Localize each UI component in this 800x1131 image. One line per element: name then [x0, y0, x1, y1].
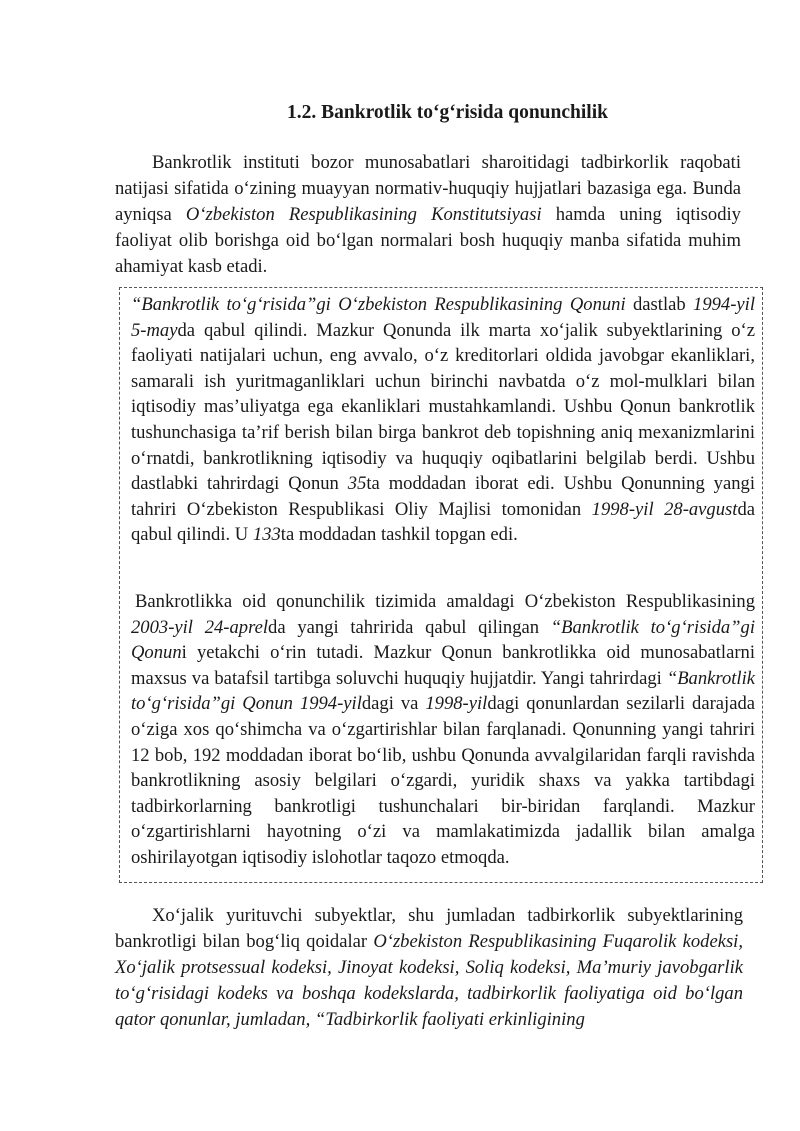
date-1998: 1998-yil 28-avgust	[591, 498, 738, 520]
constitution-reference: O‘zbekiston Respublikasining Konstitutsiyasi	[185, 204, 542, 225]
box-text: ta moddadan iborat edi. Ushbu Qonunning yangi tahriri O‘zbekiston Respublikasi Oliy Majlisi tomonidan	[131, 473, 755, 520]
section-heading: 1.2. Bankrotlik to‘g‘risida qonunchilik	[287, 102, 608, 123]
box-text: dagi qonunlardan sezilarli darajada o‘ziga xos qo‘shimcha va o‘zgartirishlar bilan farqlanadi. Qonunning yangi tahriri 12 bob, 192 moddadan iborat bo‘lib, ushbu Qonunda avvalgilaridan farqli ravishda bankrotlikning asosiy belgilari o‘zgardi, yuridik shaxs va yakka tartibdagi tadbirkorlarning bankrotligi tushunchalari bir-biridan farqlandi. Mazkur o‘zgartirishlarni hayotning o‘zi va mamlakatimizda jadallik bilan amalga oshirilayotgan iqtisodiy islohotlar taqozo etmoqda.	[131, 693, 755, 868]
box-text: da qabul qilindi. Mazkur Qonunda ilk marta xo‘jalik subyektlarining o‘z faoliyati natijalari uchun, eng avvalo, o‘z kreditorlari oldida javobgar ekanliklari, samarali ish yuritmaganliklari uchun birinchi navbatda o‘z mol-mulklari bilan iqtisodiy mas’uliyatga ega ekanliklari mustahkamlandi. Ushbu Qonun bankrotlik tushunchasiga ta’rif berish bilan birga bankrot deb topishning aniq mexanizmlarini o‘rnatdi, bankrotlikning iqtisodiy va huquqiy oqibatlarini belgilab berdi. Ushbu dastlabki tahrirdagi Qonun	[131, 319, 755, 495]
date-2003: 2003-yil 24-aprel	[131, 616, 269, 638]
box-text: dagi va	[361, 693, 426, 715]
box-text: da qabul qilindi. U	[131, 498, 755, 546]
box-text: dastlab	[625, 294, 694, 315]
box-text: Bankrotlikka oid qonunchilik tizimida amaldagi O‘zbekiston Respublikasining	[135, 591, 755, 612]
codes-text: Xo‘jalik yurituvchi subyektlar, shu jumladan tadbirkorlik subyektlarining bankrotligi bilan bog‘liq qoidalar	[115, 905, 743, 952]
date-1994: 1994-yil 5-may	[131, 294, 755, 341]
law-title-1994-italic: “Bankrotlik to‘g‘risida”gi Qonun 1994-yil	[131, 667, 755, 715]
year-1998: 1998-yil	[425, 693, 488, 715]
law-title-italic: “Bankrotlik to‘g‘risida”gi Qonun	[131, 616, 755, 664]
law-title-italic: “Bankrotlik to‘g‘risida”gi O‘zbekiston Respublikasining Qonuni	[131, 294, 626, 315]
intro-text-2: hamda uning iqtisodiy faoliyat olib borishga oid bo‘lgan normalari bosh huquqiy manba sifatida muhim ahamiyat kasb etadi.	[115, 204, 741, 277]
box-text: ta moddadan tashkil topgan edi.	[280, 524, 518, 546]
count-133: 133	[252, 524, 281, 546]
box-text: i yetakchi o‘rin tutadi. Mazkur Qonun bankrotlikka oid munosabatlarni maxsus va batafsil tartibga soluvchi huquqiy hujjatdir. Yangi tahrirdagi	[131, 642, 755, 689]
codes-list-italic: O‘zbekiston Respublikasining Fuqarolik kodeksi, Xo‘jalik protsessual kodeksi, Jinoyat kodeksi, Soliq kodeksi, Ma’muriy javobgarlik to‘g‘risidagi kodeks va boshqa kodekslarda, tadbirkorlik faoliyatiga oid bo‘lgan qator qonunlar, jumladan, “Tadbirkorlik faoliyati erkinligining	[115, 931, 743, 1030]
box-paragraph-current-law	[131, 589, 755, 871]
count-35: 35	[347, 473, 367, 495]
codes-paragraph	[115, 903, 743, 1033]
box-text: da yangi tahririda qabul qilingan	[268, 616, 551, 638]
intro-paragraph	[115, 150, 741, 280]
intro-text-1: Bankrotlik instituti bozor munosabatlari sharoitidagi tadbirkorlik raqobati natijasi sifatida o‘zining muayyan normativ-huquqiy hujjatlari bazasiga ega. Bunda ayniqsa	[115, 152, 741, 225]
box-paragraph-law-history	[131, 292, 755, 548]
